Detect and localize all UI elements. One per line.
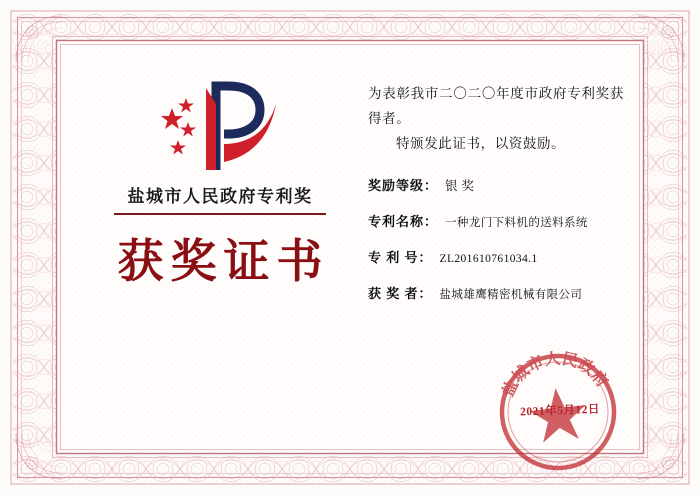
seal-date: 2021年5月12日 [519, 403, 601, 419]
field-label-patent-name: 专利名称： [368, 213, 439, 229]
yancheng-patent-award-emblem-icon [154, 74, 286, 178]
corner-flourish-icon [12, 12, 66, 66]
corner-flourish-icon [634, 429, 688, 483]
field-value-patent-number: ZL201610761034.1 [439, 252, 538, 265]
corner-flourish-icon [12, 429, 66, 483]
issuing-organization: 盐城市人民政府专利奖 [127, 187, 313, 206]
body-paragraph-2: 特颁发此证书，以资鼓励。 [396, 135, 566, 151]
certificate-left-panel [86, 74, 354, 285]
organization-underline [114, 213, 326, 215]
certificate-right-panel [368, 82, 624, 319]
field-value-patent-name: 一种龙门下料机的送料系统 [445, 216, 588, 229]
award-fields [368, 175, 624, 302]
field-label-award-level: 奖励等级： [368, 177, 439, 193]
corner-flourish-icon [634, 12, 688, 66]
field-value-award-level: 银 奖 [445, 178, 475, 193]
certificate-title: 获奖证书 [117, 236, 330, 287]
svg-text:盐城市人民政府: 盐城市人民政府 [499, 350, 611, 400]
field-row [368, 175, 624, 194]
field-value-recipient: 盐城雄鹰精密机械有限公司 [439, 288, 583, 301]
body-paragraph-1: 为表彰我市二〇二〇年度市政府专利奖获得者。 [368, 86, 624, 126]
field-row [368, 283, 624, 302]
field-row [368, 211, 624, 230]
field-label-patent-number: 专 利 号： [368, 249, 433, 265]
certificate-content [60, 44, 640, 451]
field-row [368, 247, 624, 266]
field-label-recipient: 获 奖 者： [368, 285, 433, 301]
